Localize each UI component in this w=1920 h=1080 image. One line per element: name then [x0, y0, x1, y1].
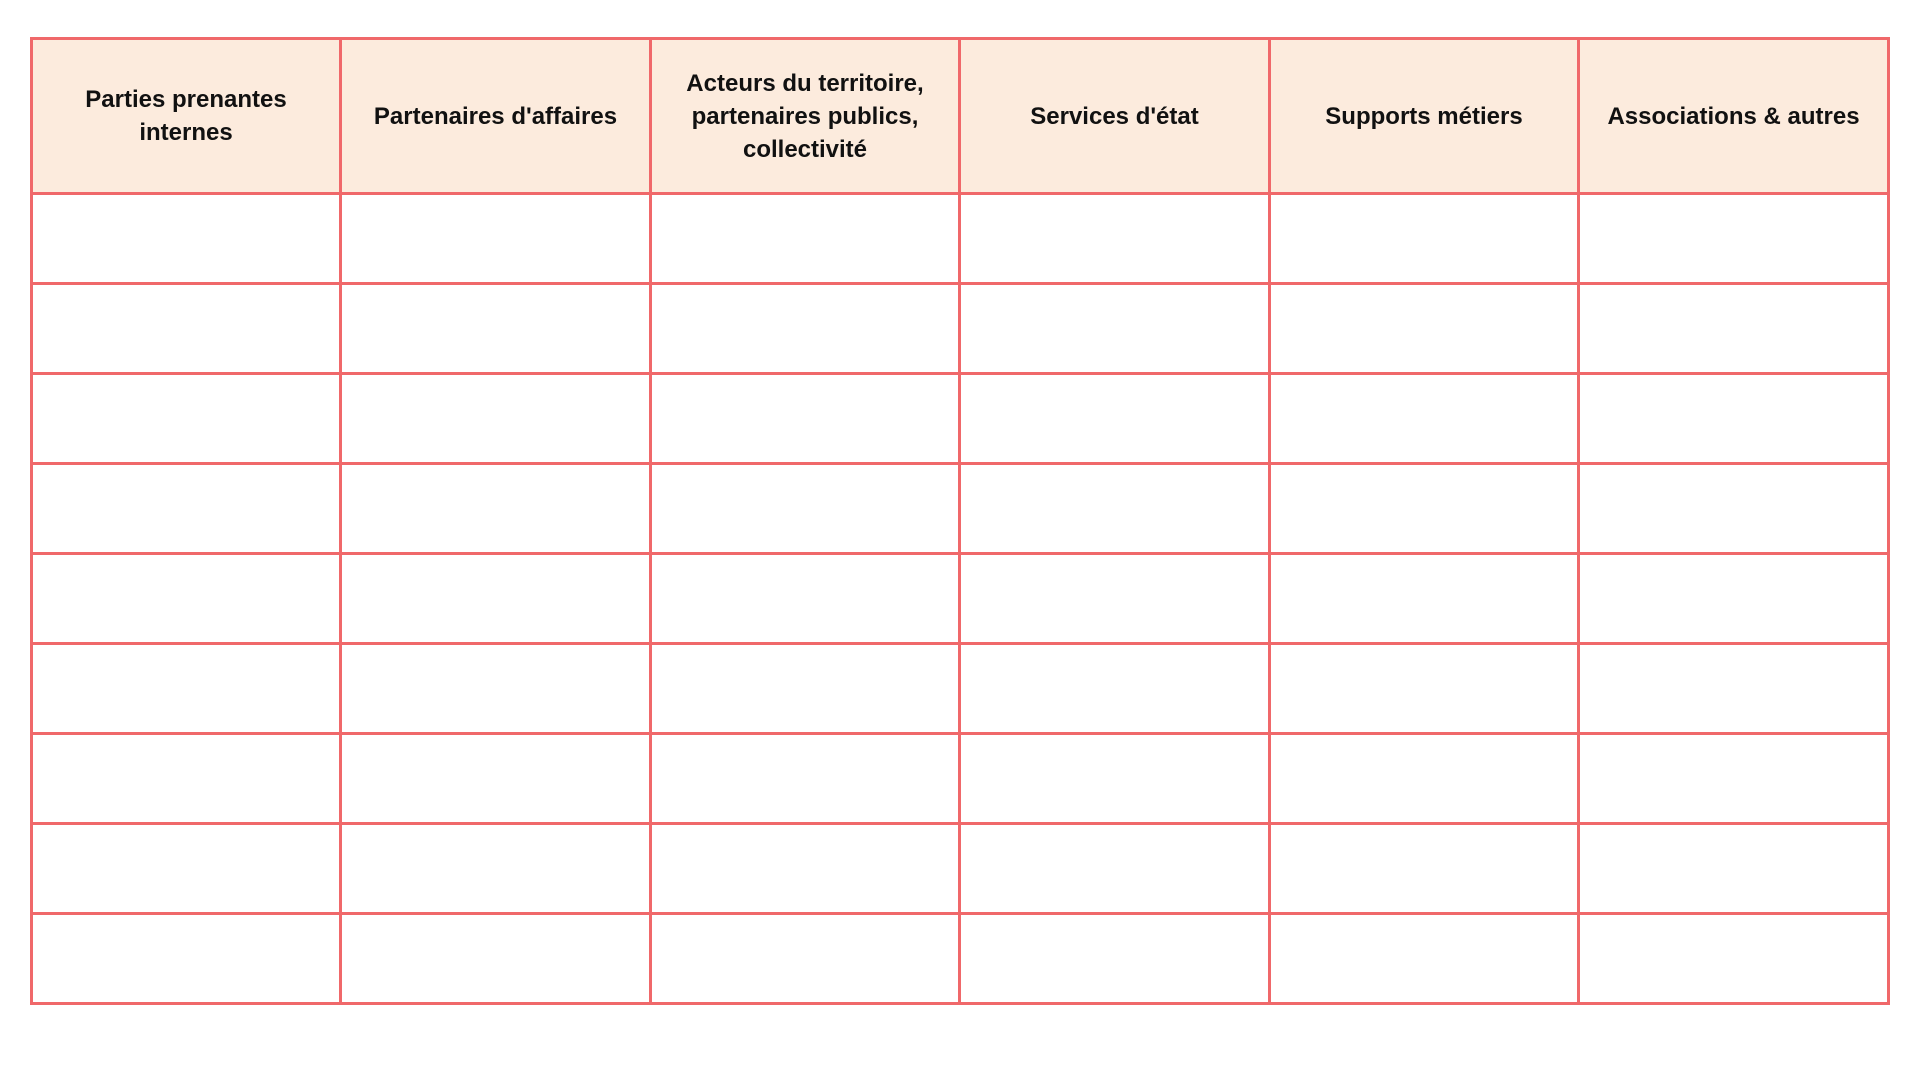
- header-row: [32, 39, 1889, 194]
- table-cell[interactable]: [32, 284, 341, 374]
- table-cell[interactable]: [1579, 914, 1889, 1004]
- table-cell[interactable]: [651, 194, 960, 284]
- table-cell[interactable]: [651, 284, 960, 374]
- header-label: Partenaires d'affaires: [373, 102, 618, 130]
- table-cell[interactable]: [1270, 824, 1579, 914]
- header-label: Associations & autres: [1607, 102, 1860, 130]
- table-cell[interactable]: [960, 554, 1270, 644]
- table-cell[interactable]: [32, 644, 341, 734]
- table-cell[interactable]: [1270, 734, 1579, 824]
- table-cell[interactable]: [960, 194, 1270, 284]
- table-row: [32, 194, 1889, 284]
- header-label: Services d'état: [1030, 102, 1199, 130]
- header-internal-stakeholders: [32, 39, 341, 194]
- table-cell[interactable]: [651, 914, 960, 1004]
- table-row: [32, 734, 1889, 824]
- table-cell[interactable]: [651, 734, 960, 824]
- table-cell[interactable]: [651, 554, 960, 644]
- table-cell[interactable]: [960, 374, 1270, 464]
- table-cell[interactable]: [1579, 464, 1889, 554]
- table-cell[interactable]: [32, 194, 341, 284]
- table-cell[interactable]: [1270, 194, 1579, 284]
- table-cell[interactable]: [32, 824, 341, 914]
- table-cell[interactable]: [341, 734, 651, 824]
- table-cell[interactable]: [651, 824, 960, 914]
- table-cell[interactable]: [1270, 554, 1579, 644]
- table-cell[interactable]: [341, 284, 651, 374]
- table-cell[interactable]: [341, 824, 651, 914]
- table-cell[interactable]: [1579, 644, 1889, 734]
- table-row: [32, 644, 1889, 734]
- table-cell[interactable]: [960, 824, 1270, 914]
- table-cell[interactable]: [341, 464, 651, 554]
- table-row: [32, 824, 1889, 914]
- table-row: [32, 374, 1889, 464]
- table-cell[interactable]: [341, 374, 651, 464]
- table-cell[interactable]: [1579, 374, 1889, 464]
- table-cell[interactable]: [651, 374, 960, 464]
- header-business-partners: [341, 39, 651, 194]
- stakeholder-table: [30, 37, 1890, 1005]
- table-body: [32, 194, 1889, 1004]
- table-cell[interactable]: [1270, 914, 1579, 1004]
- table-cell[interactable]: [341, 554, 651, 644]
- table-cell[interactable]: [960, 734, 1270, 824]
- table-cell[interactable]: [1270, 284, 1579, 374]
- table-cell[interactable]: [651, 644, 960, 734]
- table-cell[interactable]: [32, 734, 341, 824]
- table-row: [32, 284, 1889, 374]
- table-cell[interactable]: [1579, 284, 1889, 374]
- table-cell[interactable]: [651, 464, 960, 554]
- header-territory-actors: [651, 39, 960, 194]
- header-label: Parties prenantes internes: [85, 86, 287, 146]
- table-cell[interactable]: [960, 644, 1270, 734]
- table-cell[interactable]: [1579, 554, 1889, 644]
- table-cell[interactable]: [1579, 194, 1889, 284]
- table-cell[interactable]: [32, 374, 341, 464]
- table-cell[interactable]: [1270, 644, 1579, 734]
- table-cell[interactable]: [341, 914, 651, 1004]
- table-cell[interactable]: [960, 464, 1270, 554]
- header-associations-others: [1579, 39, 1889, 194]
- table-cell[interactable]: [960, 284, 1270, 374]
- header-business-supports: [1270, 39, 1579, 194]
- table-cell[interactable]: [341, 194, 651, 284]
- table-cell[interactable]: [32, 464, 341, 554]
- table-cell[interactable]: [1579, 824, 1889, 914]
- table-cell[interactable]: [32, 914, 341, 1004]
- table-cell[interactable]: [1270, 464, 1579, 554]
- table-cell[interactable]: [341, 644, 651, 734]
- table-cell[interactable]: [1270, 374, 1579, 464]
- table-cell[interactable]: [32, 554, 341, 644]
- table-row: [32, 554, 1889, 644]
- table-cell[interactable]: [960, 914, 1270, 1004]
- header-label: Supports métiers: [1325, 102, 1523, 130]
- header-label: Acteurs du territoire, partenaires publics, collectivité: [686, 69, 924, 163]
- table-cell[interactable]: [1579, 734, 1889, 824]
- table-row: [32, 914, 1889, 1004]
- header-state-services: [960, 39, 1270, 194]
- table-row: [32, 464, 1889, 554]
